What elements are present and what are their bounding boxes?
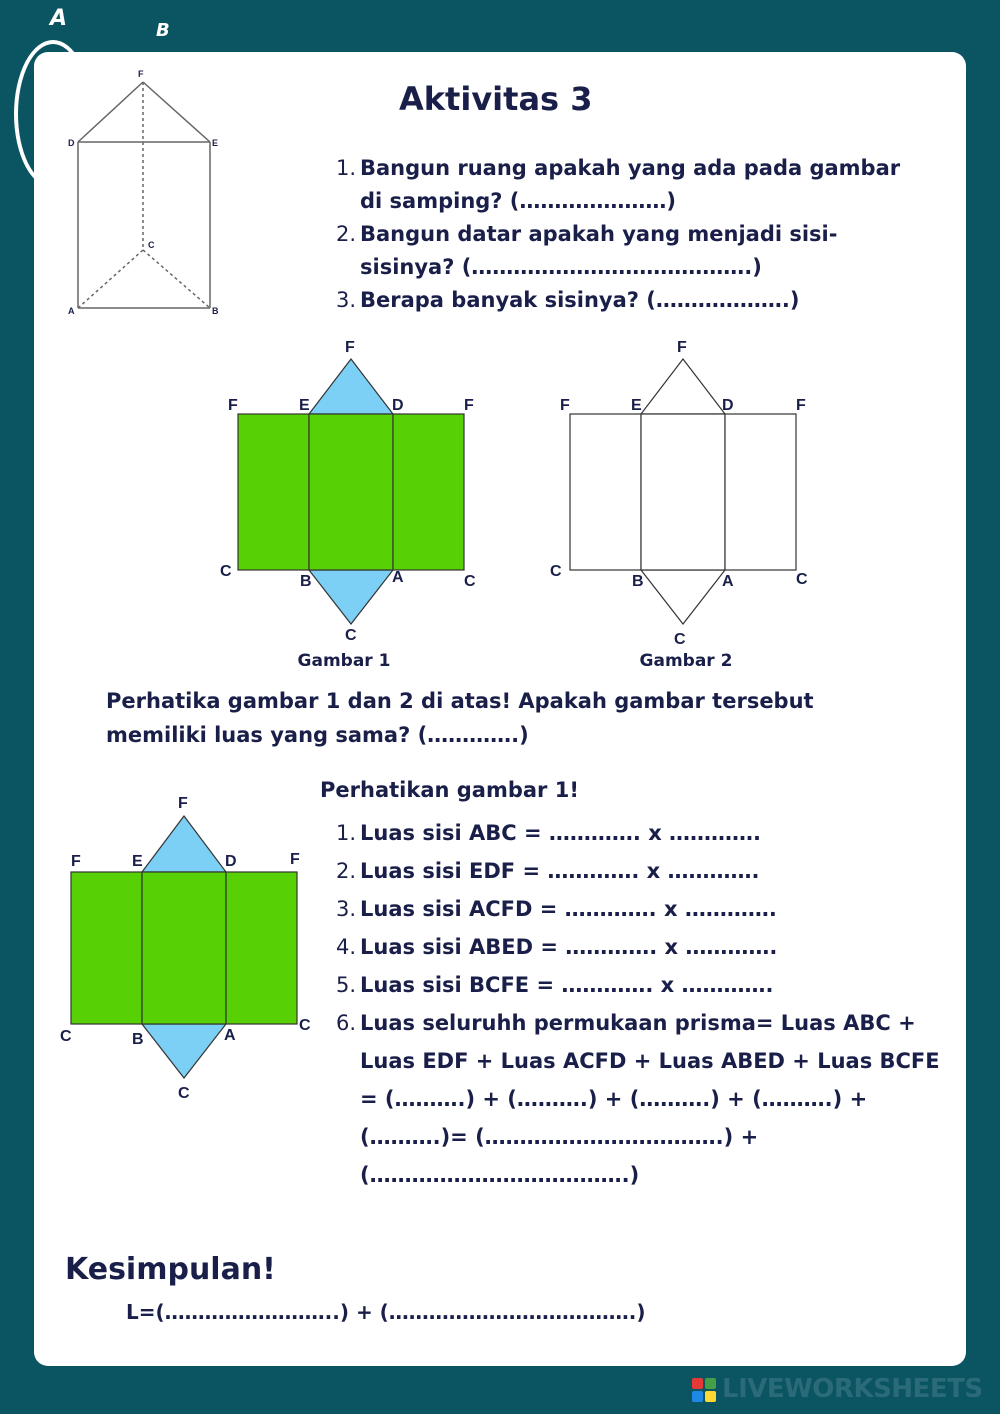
worksheet [34, 52, 966, 1366]
label-f-right: F [290, 851, 300, 868]
question-item: 1. Bangun ruang apakah yang ada pada gambar di samping? (…………………) [336, 156, 901, 213]
net-figure-small [54, 790, 319, 1100]
rect-middle [142, 872, 226, 1024]
question-item: 4. Luas sisi ABED = …………. x …………. [336, 935, 778, 959]
decor-letter-a: A [50, 6, 68, 31]
label-e: E [631, 397, 642, 414]
rect-right [725, 414, 796, 570]
rect-left [71, 872, 142, 1024]
net-figure-1 [214, 334, 494, 644]
prism-label-b: B [212, 306, 219, 316]
label-f-top: F [677, 339, 687, 356]
rect-right [393, 414, 464, 570]
rect-right [226, 872, 297, 1024]
prism-drawing [68, 68, 228, 318]
rect-left [570, 414, 641, 570]
triangle-top [309, 359, 393, 414]
label-f-right: F [796, 397, 806, 414]
triangle-bottom [309, 570, 393, 624]
label-a: A [722, 573, 734, 590]
label-c-bottom: C [674, 631, 686, 648]
question-item: 6. Luas seluruhh permukaan prisma= Luas ABC + Luas EDF + Luas ACFD + Luas ABED + Luas BCFE = (……….) + (……….) + (……….) + (……….) + (……….)= (…………………………….) + (……………………………….) [336, 1011, 940, 1187]
question-list-1 [336, 152, 926, 317]
label-c-left: C [60, 1028, 72, 1045]
label-c-left: C [220, 563, 232, 580]
label-f-left: F [228, 397, 238, 414]
rect-middle [309, 414, 393, 570]
label-b: B [132, 1031, 144, 1048]
conclusion-formula: L=(……………………..) + (……………………………….) [126, 1300, 646, 1324]
prism-label-c: C [148, 240, 155, 250]
question-item: 3. Berapa banyak sisinya? (……………….) [336, 288, 800, 312]
label-c-left: C [550, 563, 562, 580]
kesimpulan-heading: Kesimpulan! [65, 1252, 276, 1287]
question-item: 5. Luas sisi BCFE = …………. x …………. [336, 973, 774, 997]
caption-fig2: Gambar 2 [639, 651, 733, 671]
question-item: 2. Bangun datar apakah yang menjadi sisi-sisinya? (………………………………….) [336, 222, 838, 279]
label-c-right: C [299, 1017, 311, 1034]
caption-fig1: Gambar 1 [297, 651, 391, 671]
question-item: 2. Luas sisi EDF = …………. x …………. [336, 859, 760, 883]
question-item: 3. Luas sisi ACFD = …………. x …………. [336, 897, 777, 921]
label-d: D [392, 397, 404, 414]
watermark: LIVEWORKSHEETS [722, 1374, 983, 1404]
question-paragraph: Perhatika gambar 1 dan 2 di atas! Apakah gambar tersebut memiliki luas yang sama? (………….) [106, 689, 814, 747]
label-f-top: F [178, 795, 188, 812]
liveworksheets-logo-icon [692, 1378, 716, 1402]
label-b: B [632, 573, 644, 590]
rect-left [238, 414, 309, 570]
label-a: A [224, 1027, 236, 1044]
label-f-left: F [560, 397, 570, 414]
label-e: E [132, 853, 143, 870]
label-c-right: C [464, 573, 476, 590]
question-list-2 [336, 814, 946, 1194]
label-f-top: F [345, 339, 355, 356]
label-d: D [225, 853, 237, 870]
triangle-top [142, 816, 226, 872]
perhatikan-heading: Perhatikan gambar 1! [320, 778, 579, 802]
label-f-left: F [71, 853, 81, 870]
prism-label-d: D [68, 138, 75, 148]
label-a: A [392, 569, 404, 586]
label-d: D [722, 397, 734, 414]
triangle-bottom [641, 570, 725, 624]
triangle-top [641, 359, 725, 414]
prism-label-f: F [138, 69, 144, 79]
label-c-right: C [796, 571, 808, 588]
label-c-bottom: C [178, 1085, 190, 1102]
rect-middle [641, 414, 725, 570]
triangle-bottom [142, 1024, 226, 1078]
page-title: Aktivitas 3 [399, 80, 593, 118]
decor-letter-b: B [156, 20, 170, 41]
net-figure-2 [546, 334, 836, 648]
prism-label-e: E [212, 138, 219, 148]
label-e: E [299, 397, 310, 414]
question-item: 1. Luas sisi ABC = …………. x …………. [336, 821, 762, 845]
label-b: B [300, 573, 312, 590]
label-c-bottom: C [345, 627, 357, 644]
prism-label-a: A [68, 306, 75, 316]
label-f-right: F [464, 397, 474, 414]
